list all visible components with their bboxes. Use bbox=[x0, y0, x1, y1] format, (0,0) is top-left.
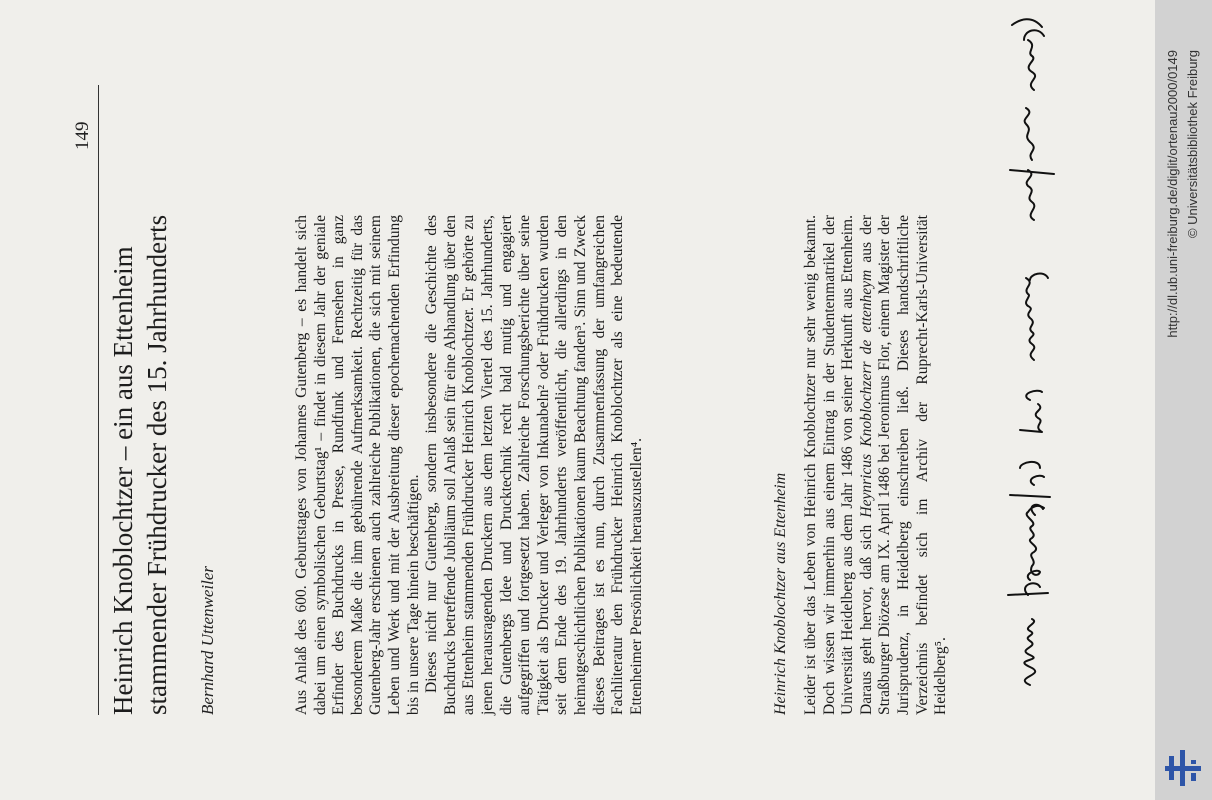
copyright-note: © Universitätsbibliothek Freiburg bbox=[1185, 50, 1200, 239]
section-text bbox=[802, 215, 951, 715]
title-line-2: stammender Frühdrucker des 15. Jahrhunderts bbox=[142, 214, 172, 715]
section-heading: Heinrich Knoblochtzer aus Ettenheim bbox=[772, 472, 789, 715]
handwritten-signature bbox=[1000, 0, 1060, 690]
paragraph: Aus Anlaß des 600. Geburtstages von Johannes Gutenberg – es handelt sich dabei um einen symbolischen Geburtstag¹ – findet in diesem Jahr der geniale Erfinder des Buchdrucks in Presse, Rundfunk und Fernsehen in ganz besonderem Maße die ihm gebührende Aufmerksamkeit. Rechtzeitig für das Gutenberg-Jahr erschienen auch zahlreiche Publikationen, die sich mit seinem Leben und Werk und mit der Ausbreitung dieser epochemachenden Erfindung bis in unsere Tage hinein beschäftigen. bbox=[293, 215, 422, 715]
intro-text bbox=[293, 215, 646, 715]
italic-name: Heynricus Knoblochzerr de ettenheym bbox=[857, 269, 875, 518]
margin-text bbox=[1155, 0, 1212, 790]
margin-strip bbox=[1155, 0, 1212, 800]
author-name: Bernhard Uttenweiler bbox=[198, 565, 217, 715]
page-number: 149 bbox=[72, 121, 93, 150]
header-rule bbox=[98, 85, 99, 715]
paragraph: Dieses nicht nur Gutenberg, sondern insbesondere die Geschichte des Buchdrucks betreffende Jubiläum soll Anlaß sein für eine Abhandlung über den aus Ettenheim stammenden Frühdrucker Heinrich Knoblochtzer. Er gehörte zu jenen herausragenden Druckern aus dem letzten Viertel des 15. Jahrhunderts, die Gutenbergs Idee und Drucktechnik recht bald mutig und engagiert aufgegriffen und fortgesetzt haben. Zahlreiche Forschungsberichte über seine Tätigkeit als Drucker und Verleger von Inkunabeln² oder Frühdrucken wurden seit dem Ende des 19. Jahrhunderts veröffentlicht, die allerdings in den heimatgeschichtlichen Publikationen kaum Beachtung fanden³. Sinn und Zweck dieses Beitrages ist es nun, durch Zusammenfassung der umfangreichen Fachliteratur den Frühdrucker Heinrich Knoblochtzer als eine bedeutende Ettenheimer Persönlichkeit herauszustellen⁴. bbox=[423, 215, 645, 715]
article-title bbox=[106, 215, 174, 715]
paragraph bbox=[802, 215, 951, 715]
text-part: Leider ist über das Leben von Heinrich Knoblochtzer nur sehr wenig bekannt. Doch wissen wir immerhin aus einem Eintrag in der Studentenmatrikel der Universität Heidelberg aus dem Jahr 1486 von seiner Herkunft aus Ettenheim. Daraus geht hervor, daß sich bbox=[802, 215, 875, 715]
library-logo-icon bbox=[1161, 746, 1205, 790]
title-line-1: Heinrich Knoblochtzer – ein aus Ettenheim bbox=[108, 246, 138, 715]
text-part: aus der Straßburger Diözese am IX. April 1486 bei Jeronimus Flor, einem Magister der Jurisprudenz, in Heidelberg einschreiben ließ. Dieses handschriftliche Verzeichnis befindet sich im Archiv der Ruprecht-Karls-Universität Heidelberg⁵. bbox=[857, 215, 950, 715]
source-url[interactable]: http://dl.ub.uni-freiburg.de/diglit/ortenau2000/0149 bbox=[1165, 50, 1180, 338]
